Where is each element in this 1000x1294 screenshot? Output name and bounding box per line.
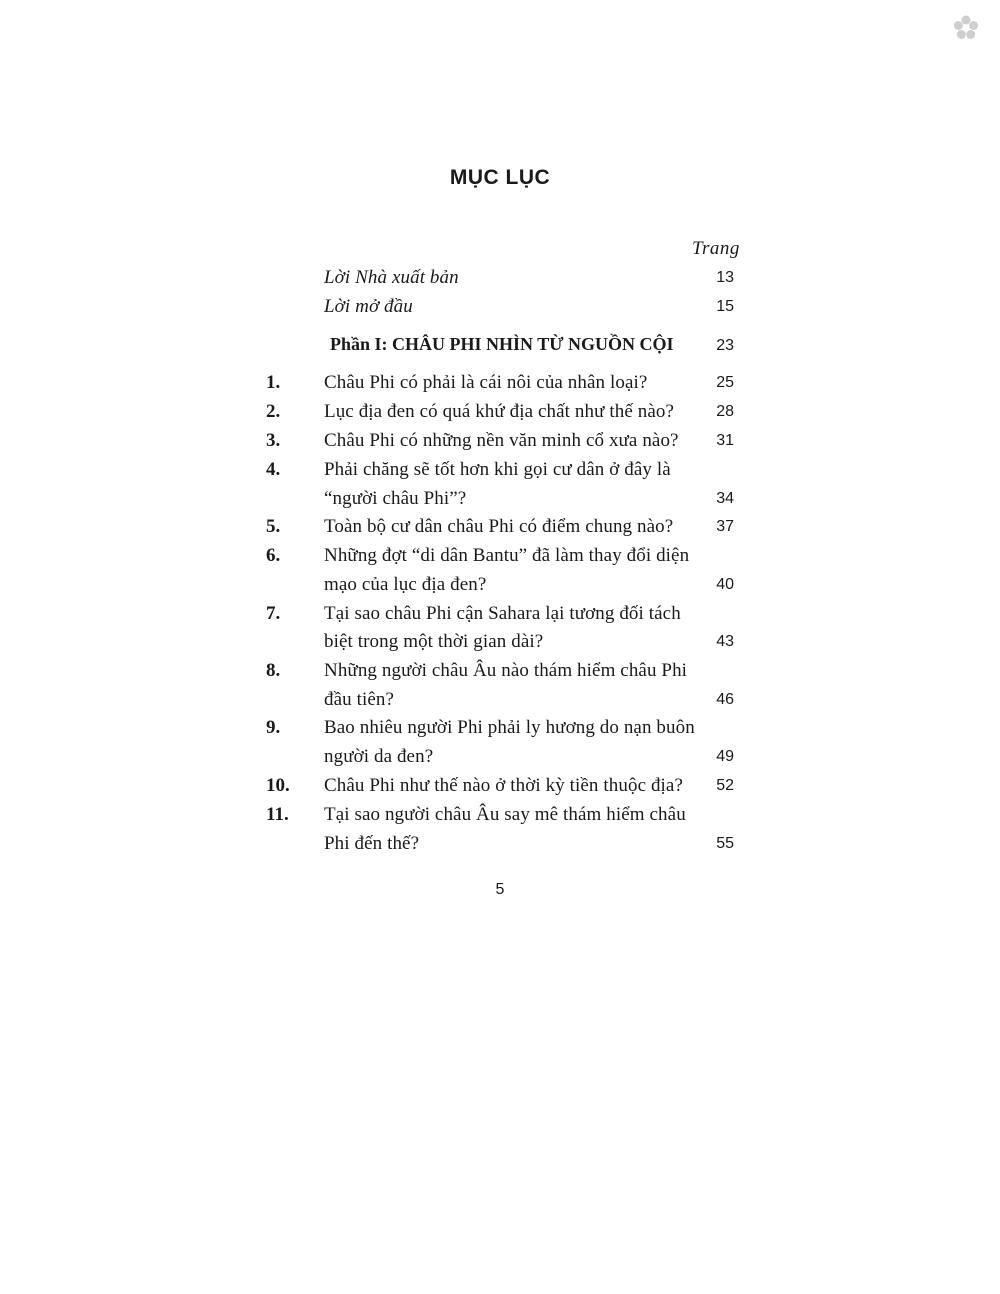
toc-entry-number: 11.	[266, 804, 289, 825]
toc-entry-page: 55	[716, 835, 734, 852]
toc-entry-page: 40	[716, 576, 734, 593]
toc-entry-number: 6.	[266, 545, 281, 566]
toc-entry-page: 43	[716, 633, 734, 650]
toc-entry-3[interactable]	[0, 430, 1000, 459]
toc-entry-6-continued[interactable]	[0, 574, 1000, 603]
toc-entry-number: 2.	[266, 401, 281, 422]
toc-front-matter-intro[interactable]	[0, 296, 1000, 325]
toc-entry-1[interactable]	[0, 372, 1000, 401]
part-page: 23	[716, 337, 734, 354]
toc-entry-page: 37	[716, 518, 734, 535]
toc-entry-number: 1.	[266, 372, 281, 393]
toc-entry-11[interactable]	[0, 804, 1000, 833]
toc-entry-number: 10.	[266, 775, 290, 796]
toc-entry-9[interactable]	[0, 717, 1000, 746]
toc-entry-title-line-2: đầu tiên?	[324, 689, 395, 710]
toc-entry-title: Toàn bộ cư dân châu Phi có điểm chung nào?	[324, 516, 674, 537]
toc-entry-page: 13	[716, 269, 734, 286]
toc-entry-page: 31	[716, 432, 734, 449]
toc-entry-4-continued[interactable]	[0, 488, 1000, 517]
toc-entry-number: 4.	[266, 459, 281, 480]
toc-entry-5[interactable]	[0, 516, 1000, 545]
toc-entry-page: 28	[716, 403, 734, 420]
toc-entry-title: Châu Phi có những nền văn minh cổ xưa nào?	[324, 430, 679, 451]
toc-entry-6[interactable]	[0, 545, 1000, 574]
toc-entry-title-line-2: “người châu Phi”?	[324, 488, 467, 509]
toc-front-matter-publisher[interactable]	[0, 267, 1000, 296]
part-title: Phần I: CHÂU PHI NHÌN TỪ NGUỒN CỘI	[330, 334, 674, 354]
toc-entry-2[interactable]	[0, 401, 1000, 430]
toc-entry-7-continued[interactable]	[0, 631, 1000, 660]
page-title: MỤC LỤC	[449, 166, 551, 189]
page-column-label: Trang	[692, 238, 740, 259]
toc-entry-page: 34	[716, 490, 734, 507]
toc-entry-title: Châu Phi có phải là cái nôi của nhân loại?	[324, 372, 648, 393]
toc-entry-number: 3.	[266, 430, 281, 451]
toc-entry-11-continued[interactable]	[0, 833, 1000, 862]
toc-entry-number: 8.	[266, 660, 281, 681]
toc-entry-title: Lục địa đen có quá khứ địa chất như thế nào?	[324, 401, 674, 422]
toc-entry-7[interactable]	[0, 603, 1000, 632]
toc-entry-page: 49	[716, 748, 734, 765]
toc-entry-title: Châu Phi như thế nào ở thời kỳ tiền thuộc địa?	[324, 775, 683, 796]
toc-entry-title-line-1: Bao nhiêu người Phi phải ly hương do nạn buôn	[324, 717, 695, 738]
toc-entry-title: Lời Nhà xuất bản	[324, 267, 459, 288]
toc-entry-title-line-2: biệt trong một thời gian dài?	[324, 631, 544, 652]
flower-ornament-icon	[952, 14, 980, 42]
toc-entry-title-line-1: Những người châu Âu nào thám hiểm châu Phi	[324, 660, 688, 681]
toc-entry-title-line-2: Phi đến thế?	[324, 833, 420, 854]
toc-entry-number: 5.	[266, 516, 281, 537]
toc-entry-title-line-1: Phải chăng sẽ tốt hơn khi gọi cư dân ở đây là	[324, 459, 671, 480]
toc-entry-10[interactable]	[0, 775, 1000, 804]
toc-entry-8[interactable]	[0, 660, 1000, 689]
toc-entry-title-line-1: Tại sao người châu Âu say mê thám hiểm châu	[324, 804, 686, 825]
toc-part-heading[interactable]	[0, 334, 1000, 364]
toc-entry-title: Lời mở đầu	[324, 296, 413, 317]
toc-entry-8-continued[interactable]	[0, 689, 1000, 718]
toc-entry-title-line-2: mạo của lục địa đen?	[324, 574, 487, 595]
toc-entry-number: 9.	[266, 717, 281, 738]
toc-entry-page: 25	[716, 374, 734, 391]
toc-entry-number: 7.	[266, 603, 281, 624]
toc-entry-page: 15	[716, 298, 734, 315]
toc-entry-title-line-1: Tại sao châu Phi cận Sahara lại tương đối tách	[324, 603, 681, 624]
toc-entry-4[interactable]	[0, 459, 1000, 488]
toc-entry-title-line-1: Những đợt “di dân Bantu” đã làm thay đổi diện	[324, 545, 690, 566]
toc-entry-page: 46	[716, 691, 734, 708]
footer-page-number: 5	[495, 881, 505, 898]
toc-entry-title-line-2: người da đen?	[324, 746, 434, 767]
toc-entry-page: 52	[716, 777, 734, 794]
toc-entry-9-continued[interactable]	[0, 746, 1000, 775]
